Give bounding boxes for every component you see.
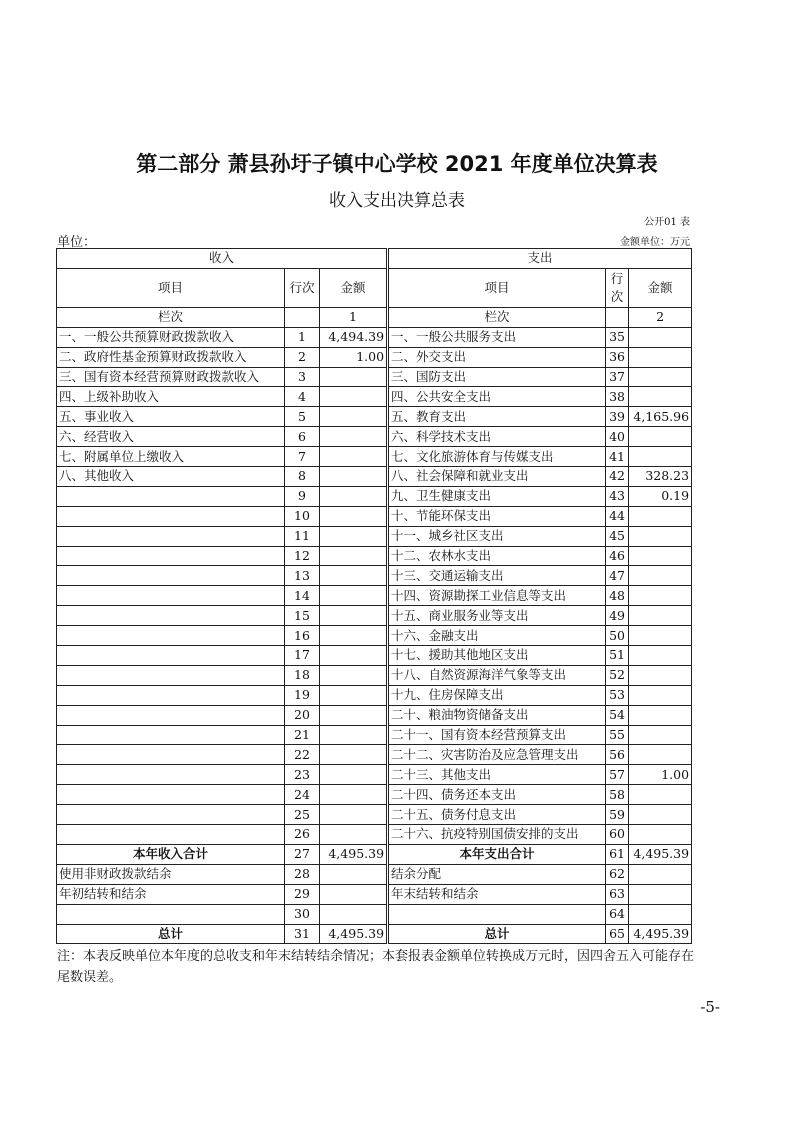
expense-item: 十二、农林水支出 <box>388 546 606 566</box>
income-item: 二、政府性基金预算财政拨款收入 <box>57 347 285 367</box>
income-amount <box>320 387 388 407</box>
table-row <box>57 705 692 725</box>
table-row <box>57 864 692 884</box>
table-row <box>57 546 692 566</box>
expense-item: 结余分配 <box>388 864 606 884</box>
expense-amount <box>629 904 692 924</box>
table-row <box>57 685 692 705</box>
expense-amount <box>629 745 692 765</box>
income-row-number: 5 <box>285 407 320 427</box>
income-amount <box>320 805 388 825</box>
expense-row-number: 51 <box>606 646 629 666</box>
table-subtitle: 收入支出决算总表 <box>329 191 465 211</box>
page-title: 第二部分 萧县孙圩子镇中心学校 2021 年度单位决算表 <box>136 152 658 176</box>
income-amount <box>320 745 388 765</box>
income-amount <box>320 427 388 447</box>
income-amount <box>320 864 388 884</box>
expense-amount: 0.19 <box>629 486 692 506</box>
expense-row-number: 45 <box>606 526 629 546</box>
expense-row-number: 37 <box>606 367 629 387</box>
expense-row-number: 38 <box>606 387 629 407</box>
income-row-number: 30 <box>285 904 320 924</box>
expense-row-number: 56 <box>606 745 629 765</box>
income-amount: 4,494.39 <box>320 327 388 347</box>
expense-item: 总计 <box>388 924 606 944</box>
income-amount <box>320 526 388 546</box>
column-number-row <box>57 307 692 327</box>
table-row <box>57 825 692 845</box>
expense-item: 十八、自然资源海洋气象等支出 <box>388 665 606 685</box>
table-row <box>57 785 692 805</box>
table-row <box>57 805 692 825</box>
expense-row-number: 54 <box>606 705 629 725</box>
expense-amount <box>629 347 692 367</box>
income-row-number: 28 <box>285 864 320 884</box>
expense-amount: 4,495.39 <box>629 924 692 944</box>
income-row-number: 20 <box>285 705 320 725</box>
income-amount <box>320 825 388 845</box>
income-item <box>57 526 285 546</box>
income-amount <box>320 725 388 745</box>
expense-item: 十三、交通运输支出 <box>388 566 606 586</box>
table-row <box>57 884 692 904</box>
income-item <box>57 765 285 785</box>
income-item: 六、经营收入 <box>57 427 285 447</box>
expense-item-header: 项目 <box>388 268 606 307</box>
expense-row-number: 60 <box>606 825 629 845</box>
expense-amount <box>629 546 692 566</box>
income-item: 总计 <box>57 924 285 944</box>
table-row <box>57 387 692 407</box>
expense-amount: 328.23 <box>629 467 692 487</box>
income-amount <box>320 626 388 646</box>
table-row <box>57 427 692 447</box>
expense-row-number: 49 <box>606 606 629 626</box>
expense-amount <box>629 646 692 666</box>
income-item <box>57 665 285 685</box>
income-row-number: 6 <box>285 427 320 447</box>
expense-amount <box>629 586 692 606</box>
expense-row-number: 52 <box>606 665 629 685</box>
expense-amount <box>629 725 692 745</box>
amount-unit: 金额单位：万元 <box>620 237 690 248</box>
table-row <box>57 407 692 427</box>
expense-item: 二十四、债务还本支出 <box>388 785 606 805</box>
expense-amount <box>629 367 692 387</box>
income-row-number: 31 <box>285 924 320 944</box>
expense-item: 十五、商业服务业等支出 <box>388 606 606 626</box>
income-amount <box>320 904 388 924</box>
expense-row-number: 46 <box>606 546 629 566</box>
table-row <box>57 486 692 506</box>
income-item <box>57 586 285 606</box>
blank-cell <box>285 307 320 327</box>
income-rowno-header: 行次 <box>285 268 320 307</box>
income-item <box>57 904 285 924</box>
income-item <box>57 785 285 805</box>
income-expense-table <box>56 248 692 944</box>
expense-item: 一、一般公共服务支出 <box>388 327 606 347</box>
income-amount <box>320 765 388 785</box>
income-item <box>57 626 285 646</box>
expense-row-number: 50 <box>606 626 629 646</box>
income-row-number: 26 <box>285 825 320 845</box>
income-row-number: 17 <box>285 646 320 666</box>
expense-row-number: 48 <box>606 586 629 606</box>
income-amount <box>320 586 388 606</box>
expense-rowno-header: 行次 <box>606 268 629 307</box>
form-number: 公开01 表 <box>644 217 690 228</box>
expense-item: 二十一、国有资本经营预算支出 <box>388 725 606 745</box>
income-item: 三、国有资本经营预算财政拨款收入 <box>57 367 285 387</box>
income-amount <box>320 606 388 626</box>
table-row <box>57 327 692 347</box>
expense-item: 十七、援助其他地区支出 <box>388 646 606 666</box>
income-item: 本年收入合计 <box>57 844 285 864</box>
income-amount <box>320 367 388 387</box>
income-row-number: 15 <box>285 606 320 626</box>
income-row-number: 1 <box>285 327 320 347</box>
income-header: 收入 <box>57 249 388 269</box>
table-row <box>57 367 692 387</box>
income-row-number: 23 <box>285 765 320 785</box>
table-row <box>57 725 692 745</box>
income-amount <box>320 785 388 805</box>
income-row-number: 16 <box>285 626 320 646</box>
income-row-number: 12 <box>285 546 320 566</box>
income-row-number: 19 <box>285 685 320 705</box>
table-note: 注：本表反映单位本年度的总收支和年末结转结余情况；本套报表金额单位转换成万元时，因四舍五入可能存在尾数误差。 <box>57 949 695 985</box>
income-amount <box>320 566 388 586</box>
expense-item: 年末结转和结余 <box>388 884 606 904</box>
expense-row-number: 43 <box>606 486 629 506</box>
income-amount <box>320 705 388 725</box>
expense-item: 十九、住房保障支出 <box>388 685 606 705</box>
income-item: 八、其他收入 <box>57 467 285 487</box>
expense-item: 二、外交支出 <box>388 347 606 367</box>
expense-amount <box>629 785 692 805</box>
expense-item: 二十六、抗疫特别国债安排的支出 <box>388 825 606 845</box>
income-item <box>57 606 285 626</box>
income-row-number: 7 <box>285 447 320 467</box>
income-item-header: 项目 <box>57 268 285 307</box>
income-row-number: 8 <box>285 467 320 487</box>
expense-item: 二十三、其他支出 <box>388 765 606 785</box>
table-row <box>57 347 692 367</box>
table-row <box>57 626 692 646</box>
expense-header: 支出 <box>388 249 692 269</box>
expense-item: 本年支出合计 <box>388 844 606 864</box>
income-column-label: 栏次 <box>57 307 285 327</box>
income-row-number: 10 <box>285 506 320 526</box>
expense-amount: 1.00 <box>629 765 692 785</box>
income-item <box>57 825 285 845</box>
income-amount-header: 金额 <box>320 268 388 307</box>
income-item <box>57 745 285 765</box>
expense-row-number: 63 <box>606 884 629 904</box>
income-amount: 1.00 <box>320 347 388 367</box>
table-row <box>57 586 692 606</box>
expense-row-number: 61 <box>606 844 629 864</box>
expense-item: 十四、资源勘探工业信息等支出 <box>388 586 606 606</box>
expense-row-number: 62 <box>606 864 629 884</box>
income-amount <box>320 884 388 904</box>
income-amount: 4,495.39 <box>320 844 388 864</box>
table-row <box>57 765 692 785</box>
income-amount <box>320 506 388 526</box>
expense-row-number: 41 <box>606 447 629 467</box>
expense-item: 六、科学技术支出 <box>388 427 606 447</box>
expense-row-number: 39 <box>606 407 629 427</box>
income-row-number: 25 <box>285 805 320 825</box>
expense-column-label: 栏次 <box>388 307 606 327</box>
income-row-number: 14 <box>285 586 320 606</box>
expense-amount-header: 金额 <box>629 268 692 307</box>
expense-item: 四、公共安全支出 <box>388 387 606 407</box>
income-item: 七、附属单位上缴收入 <box>57 447 285 467</box>
expense-amount <box>629 506 692 526</box>
income-item <box>57 725 285 745</box>
expense-item: 二十五、债务付息支出 <box>388 805 606 825</box>
income-amount: 4,495.39 <box>320 924 388 944</box>
income-row-number: 3 <box>285 367 320 387</box>
income-item <box>57 805 285 825</box>
expense-item: 十六、金融支出 <box>388 626 606 646</box>
page-number: -5- <box>700 998 720 1016</box>
income-item: 一、一般公共预算财政拨款收入 <box>57 327 285 347</box>
table-row <box>57 606 692 626</box>
income-row-number: 11 <box>285 526 320 546</box>
expense-item <box>388 904 606 924</box>
expense-row-number: 36 <box>606 347 629 367</box>
income-row-number: 13 <box>285 566 320 586</box>
header-row-1 <box>57 249 692 269</box>
expense-amount <box>629 685 692 705</box>
expense-row-number: 42 <box>606 467 629 487</box>
expense-amount <box>629 327 692 347</box>
expense-amount <box>629 805 692 825</box>
expense-amount <box>629 825 692 845</box>
expense-amount <box>629 447 692 467</box>
expense-item: 三、国防支出 <box>388 367 606 387</box>
expense-amount <box>629 387 692 407</box>
expense-amount <box>629 427 692 447</box>
table-row <box>57 646 692 666</box>
expense-item: 二十二、灾害防治及应急管理支出 <box>388 745 606 765</box>
income-row-number: 29 <box>285 884 320 904</box>
income-row-number: 27 <box>285 844 320 864</box>
income-row-number: 21 <box>285 725 320 745</box>
expense-column-number: 2 <box>629 307 692 327</box>
expense-row-number: 40 <box>606 427 629 447</box>
income-item: 年初结转和结余 <box>57 884 285 904</box>
table-row <box>57 904 692 924</box>
expense-amount <box>629 626 692 646</box>
expense-item: 十、节能环保支出 <box>388 506 606 526</box>
expense-item: 九、卫生健康支出 <box>388 486 606 506</box>
total-row <box>57 924 692 944</box>
expense-amount: 4,495.39 <box>629 844 692 864</box>
table-row <box>57 745 692 765</box>
expense-amount <box>629 864 692 884</box>
expense-row-number: 57 <box>606 765 629 785</box>
table-row <box>57 526 692 546</box>
expense-item: 八、社会保障和就业支出 <box>388 467 606 487</box>
expense-row-number: 64 <box>606 904 629 924</box>
income-item <box>57 506 285 526</box>
expense-row-number: 53 <box>606 685 629 705</box>
income-item <box>57 705 285 725</box>
expense-amount <box>629 884 692 904</box>
expense-amount <box>629 526 692 546</box>
table-row <box>57 566 692 586</box>
expense-row-number: 44 <box>606 506 629 526</box>
expense-item: 二十、粮油物资储备支出 <box>388 705 606 725</box>
income-row-number: 9 <box>285 486 320 506</box>
income-row-number: 22 <box>285 745 320 765</box>
income-amount <box>320 646 388 666</box>
blank-cell <box>606 307 629 327</box>
income-item <box>57 566 285 586</box>
income-amount <box>320 447 388 467</box>
income-item <box>57 486 285 506</box>
table-row <box>57 447 692 467</box>
income-row-number: 24 <box>285 785 320 805</box>
income-amount <box>320 467 388 487</box>
table-row <box>57 506 692 526</box>
income-item: 五、事业收入 <box>57 407 285 427</box>
income-amount <box>320 407 388 427</box>
expense-amount <box>629 705 692 725</box>
expense-item: 七、文化旅游体育与传媒支出 <box>388 447 606 467</box>
expense-item: 十一、城乡社区支出 <box>388 526 606 546</box>
income-item: 四、上级补助收入 <box>57 387 285 407</box>
income-row-number: 2 <box>285 347 320 367</box>
table-row <box>57 467 692 487</box>
expense-row-number: 58 <box>606 785 629 805</box>
expense-item: 五、教育支出 <box>388 407 606 427</box>
header-row-2 <box>57 268 692 307</box>
expense-amount: 4,165.96 <box>629 407 692 427</box>
unit-label: 单位： <box>57 235 97 250</box>
income-row-number: 4 <box>285 387 320 407</box>
expense-row-number: 59 <box>606 805 629 825</box>
expense-amount <box>629 606 692 626</box>
income-row-number: 18 <box>285 665 320 685</box>
expense-row-number: 55 <box>606 725 629 745</box>
expense-amount <box>629 665 692 685</box>
income-amount <box>320 546 388 566</box>
income-column-number: 1 <box>320 307 388 327</box>
income-item <box>57 685 285 705</box>
expense-row-number: 47 <box>606 566 629 586</box>
income-amount <box>320 486 388 506</box>
income-item <box>57 646 285 666</box>
income-item <box>57 546 285 566</box>
expense-row-number: 65 <box>606 924 629 944</box>
subtotal-row <box>57 844 692 864</box>
expense-row-number: 35 <box>606 327 629 347</box>
table-row <box>57 665 692 685</box>
income-item: 使用非财政拨款结余 <box>57 864 285 884</box>
income-amount <box>320 665 388 685</box>
income-amount <box>320 685 388 705</box>
expense-amount <box>629 566 692 586</box>
